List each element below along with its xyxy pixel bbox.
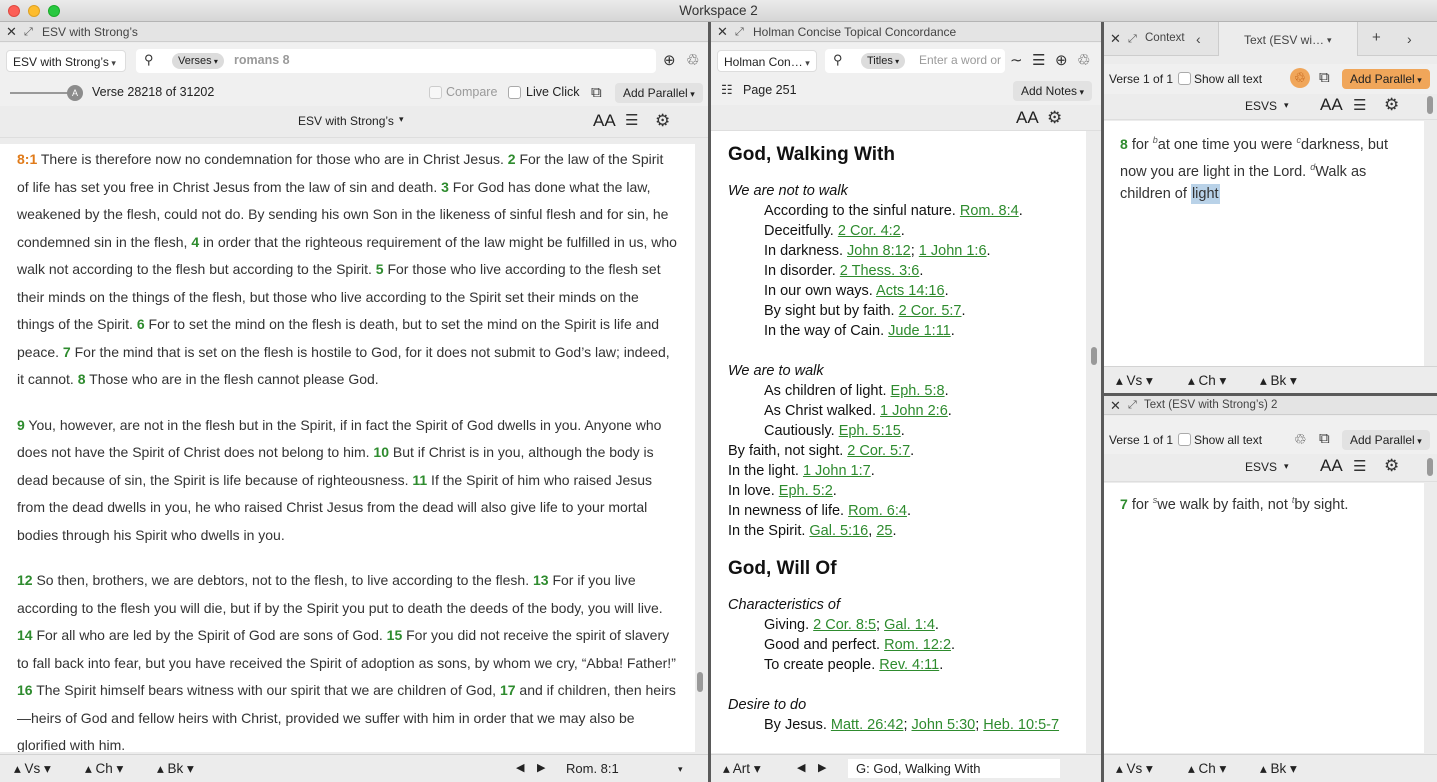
spacer: [728, 341, 1069, 361]
verse-number[interactable]: 15: [382, 627, 403, 643]
verse-number[interactable]: 4: [187, 233, 200, 250]
copy-icon[interactable]: ⧉: [1319, 69, 1330, 86]
add-icon[interactable]: ⊕: [663, 52, 676, 69]
version-selector[interactable]: ESVS: [1245, 460, 1278, 474]
resource-header: [0, 106, 708, 138]
add-notes-button[interactable]: Add Notes ▾: [1013, 81, 1092, 101]
add-parallel-button[interactable]: Add Parallel ▾: [1342, 430, 1430, 450]
ref-link[interactable]: Eph. 5:15: [838, 423, 901, 439]
copy-icon[interactable]: ⧉: [591, 84, 602, 101]
show-all-label: Show all text: [1194, 72, 1263, 86]
panel-title: ESV with Strong’s: [42, 25, 138, 39]
list-icon[interactable]: ☰: [1353, 97, 1367, 114]
gear-icon[interactable]: ⚙: [655, 111, 671, 130]
vs-label: Vs: [24, 761, 41, 776]
verse-status: Verse 1 of 1: [1109, 433, 1174, 447]
prev-arrow-icon[interactable]: ◀: [516, 762, 525, 774]
text-panel-2-toolbar: [1104, 416, 1437, 454]
list-icon[interactable]: ☰: [625, 112, 639, 129]
scripture-text: [0, 144, 695, 752]
list-icon[interactable]: ☰: [1353, 458, 1367, 475]
fullscreen-icon[interactable]: ⤢: [1128, 33, 1137, 45]
add-parallel-button[interactable]: Add Parallel ▾: [615, 83, 703, 103]
window-titlebar: [0, 0, 1437, 22]
fullscreen-icon[interactable]: ⤢: [735, 26, 744, 38]
verse-text: For the mind that is set on the flesh is hostile to God, for it does not submit to God’s law; indeed, it cannot.: [17, 343, 670, 387]
resource-selector[interactable]: ESV with Strong’s ▾: [6, 50, 126, 72]
verse-number[interactable]: 5: [371, 261, 384, 277]
entry: Good and perfect. Rom. 12:2.: [764, 637, 956, 653]
chevron-down-icon: ▾: [399, 114, 404, 124]
toc-icon[interactable]: ☷: [721, 82, 733, 97]
prev-arrow-icon[interactable]: ◀: [797, 762, 806, 774]
esv-nav-bar: [0, 754, 708, 782]
show-all-label: Show all text: [1194, 433, 1263, 447]
text-panel-2-nav-bar: [1104, 754, 1437, 782]
verse-text: But if Christ is in you, although the body is dead because of sin, the Spirit is life because of righteousness.: [17, 444, 654, 488]
search-icon[interactable]: ⚲: [144, 52, 154, 67]
book-nav[interactable]: ▴ Bk ▾: [157, 761, 194, 776]
resource-header: [711, 105, 1101, 131]
font-size-icon[interactable]: AA: [1016, 108, 1039, 127]
resource-header-title[interactable]: ESV with Strong’s: [298, 114, 394, 128]
art-label: Art: [732, 761, 751, 776]
close-icon[interactable]: ✕: [6, 24, 17, 39]
verse-text: For God has done what the law, weakened by the flesh, could not do. By sending his own Son in the likeness of sinful flesh and for sin, he condemned sin in the flesh,: [17, 178, 669, 250]
ref-link[interactable]: 2 Cor. 5:7: [898, 303, 962, 319]
version-selector[interactable]: ESVS: [1245, 99, 1278, 113]
verse-number[interactable]: 8:1: [17, 151, 38, 167]
gear-icon[interactable]: ⚙: [1384, 456, 1400, 475]
scrollbar[interactable]: [1427, 96, 1433, 114]
compare-label: Compare: [446, 85, 498, 99]
resource-header: [1104, 94, 1437, 120]
ref-link[interactable]: Acts 14:16: [876, 283, 945, 299]
concordance-panel: [711, 22, 1101, 782]
search-bar: [825, 49, 1005, 73]
verse-number[interactable]: 6: [132, 316, 145, 332]
window-title: Workspace 2: [679, 3, 758, 18]
ref-link[interactable]: 2 Thess. 3:6: [839, 263, 920, 279]
ref-link[interactable]: Rom. 6:4: [848, 503, 907, 519]
new-tab-icon[interactable]: +: [1372, 29, 1381, 46]
ref-link[interactable]: Matt. 26:42: [830, 717, 904, 733]
section-label: Desire to do: [728, 697, 807, 713]
verse-number[interactable]: 17: [496, 682, 516, 698]
entry: By Jesus. Matt. 26:42; John 5:30; Heb. 10:5-7: [764, 717, 1060, 733]
chapter-nav[interactable]: ▴ Ch ▾: [85, 761, 124, 776]
live-click-checkbox[interactable]: [508, 86, 521, 99]
panel-title: Holman Concise Topical Concordance: [753, 25, 957, 39]
topic-heading: God, Will Of: [728, 558, 837, 579]
verse-text: in order that the righteous requirement of the law might be fulfilled in us, who walk not according to the flesh but according to the Spirit.: [17, 233, 677, 277]
entry: In the Spirit. Gal. 5:16, 25.: [728, 523, 897, 539]
entry: In darkness. John 8:12; 1 John 1:6.: [764, 243, 991, 259]
concordance-nav-bar: [711, 754, 1101, 782]
ch-label: Ch: [1198, 373, 1216, 388]
fullscreen-icon[interactable]: ⤢: [24, 26, 33, 38]
ch-label: Ch: [95, 761, 113, 776]
paragraph-1: [17, 146, 678, 394]
sync-icon[interactable]: ♲: [1290, 68, 1310, 88]
verse-text: You, however, are not in the flesh but in the Spirit, if in fact the Spirit of God dwells in you. Anyone who does not have the Spirit of Christ does not belong to him.: [17, 416, 662, 460]
show-all-checkbox[interactable]: [1178, 433, 1191, 446]
font-size-icon[interactable]: AA: [593, 111, 616, 130]
section-label: Characteristics of: [728, 597, 841, 613]
esv-panel: [0, 22, 708, 782]
live-click-label: Live Click: [526, 85, 580, 99]
context-toolbar: [1104, 64, 1437, 94]
next-arrow-icon[interactable]: ▶: [818, 762, 827, 774]
ref-link[interactable]: 1 John 1:7: [802, 463, 871, 479]
ref-link[interactable]: Gal. 5:16: [809, 523, 869, 539]
context-tab-strip: [1104, 22, 1437, 56]
search-input[interactable]: Enter a word or: [919, 53, 1002, 67]
search-mode-pill[interactable]: Verses ▾: [172, 53, 224, 69]
verse-text: For if you live according to the flesh you will die, but if by the Spirit you put to death the deeds of the body, you will live.: [17, 572, 663, 616]
page-number: Page 251: [743, 83, 797, 97]
topic-heading: God, Walking With: [728, 144, 895, 165]
spacer: [728, 675, 1069, 695]
paragraph-3: [17, 567, 678, 752]
verse-nav[interactable]: ▴ Vs ▾: [14, 761, 51, 776]
vs-label: Vs: [1126, 761, 1143, 776]
compare-checkbox[interactable]: [429, 86, 442, 99]
verse-text: The Spirit himself bears witness with our spirit that we are children of God,: [32, 682, 497, 698]
verse-number[interactable]: 13: [529, 572, 549, 588]
verse-number[interactable]: 8: [73, 371, 86, 387]
add-icon[interactable]: ⊕: [1055, 52, 1068, 69]
close-icon[interactable]: ✕: [1110, 31, 1121, 46]
ref-link[interactable]: Jude 1:11: [888, 323, 951, 339]
scrollbar[interactable]: [697, 672, 703, 692]
ref-link[interactable]: 2 Cor. 8:5: [813, 617, 877, 633]
article-reference-field[interactable]: G: God, Walking With: [848, 759, 1060, 778]
verse-text: If the Spirit of him who raised Jesus from the dead dwells in you, he who raised Christ Jesus from the dead will also give life to your mortal bodies through his Spirit who dwells in you.: [17, 471, 653, 543]
close-icon[interactable]: ✕: [1110, 398, 1121, 413]
list-icon[interactable]: ☰: [1032, 52, 1046, 69]
verse-number[interactable]: 3: [437, 178, 449, 195]
entry: Cautiously. Eph. 5:15.: [764, 423, 905, 439]
entry: In the light. 1 John 1:7.: [728, 463, 875, 479]
verse-text: For those who live according to the flesh set their minds on the things of the flesh, but those who live according to the Spirit set their minds on the things of the Spirit.: [17, 261, 661, 332]
entry: As Christ walked. 1 John 2:6.: [764, 403, 952, 419]
context-panel: [1104, 22, 1437, 393]
concordance-tab[interactable]: [711, 22, 1101, 42]
close-window-icon[interactable]: [8, 5, 20, 17]
ref-link[interactable]: 1 John 2:6: [880, 403, 948, 419]
entry: Giving. 2 Cor. 8:5; Gal. 1:4.: [764, 617, 939, 633]
ref-link[interactable]: Heb. 10:5-7: [983, 717, 1060, 733]
verse-number[interactable]: 2: [503, 151, 516, 167]
entry: By sight but by faith. 2 Cor. 5:7.: [764, 303, 966, 319]
reference-field[interactable]: Rom. 8:1: [566, 761, 619, 776]
entry: In disorder. 2 Thess. 3:6.: [764, 263, 924, 279]
verse-text: There is therefore now no condemnation for those who are in Christ Jesus.: [37, 151, 504, 167]
gear-icon[interactable]: ⚙: [1384, 95, 1400, 114]
sync-icon[interactable]: ♲: [1294, 431, 1307, 447]
verse-number[interactable]: 10: [369, 444, 390, 460]
ch-label: Ch: [1198, 761, 1216, 776]
book-nav[interactable]: ▴ Bk ▾: [1260, 373, 1297, 388]
entry: In our own ways. Acts 14:16.: [764, 283, 949, 299]
ref-link[interactable]: John 5:30: [911, 717, 976, 733]
article-nav[interactable]: ▴ Art ▾: [723, 761, 761, 776]
verse-number[interactable]: 9: [17, 416, 25, 433]
verse-text: Those who are in the flesh cannot please God.: [85, 371, 379, 387]
verse-number[interactable]: 11: [408, 471, 428, 488]
sync-icon[interactable]: ♲: [1077, 52, 1091, 69]
verse-text: For you did not receive the spirit of slavery to fall back into fear, but you have received the Spirit of adoption as sons, by whom we cry, “Abba! Father!”: [17, 627, 676, 671]
minimize-window-icon[interactable]: [28, 5, 40, 17]
ref-link[interactable]: Gal. 1:4: [884, 617, 935, 633]
search-input[interactable]: romans 8: [234, 53, 290, 67]
vs-label: Vs: [1126, 373, 1143, 388]
verse-number[interactable]: 14: [17, 627, 33, 643]
gear-icon[interactable]: ⚙: [1047, 108, 1063, 127]
show-all-checkbox[interactable]: [1178, 72, 1191, 85]
ref-link[interactable]: Eph. 5:8: [890, 383, 945, 399]
search-icon[interactable]: ⚲: [833, 52, 843, 67]
bk-label: Bk: [1270, 761, 1287, 776]
close-icon[interactable]: ✕: [717, 24, 728, 39]
text-panel-2-content: 7 for $^s$we walk by faith, not $^t$by sight.: [1104, 483, 1424, 753]
verse-nav[interactable]: ▴ Vs ▾: [1116, 373, 1153, 388]
entry: Deceitfully. 2 Cor. 4:2.: [764, 223, 905, 239]
ref-link[interactable]: Rom. 8:4: [959, 203, 1019, 219]
text-tab-title[interactable]: Text (ESV wi…: [1244, 33, 1325, 47]
chevron-right-icon[interactable]: ›: [1407, 31, 1412, 47]
verse-number: 8: [1120, 135, 1128, 152]
chevron-down-icon[interactable]: ▾: [678, 764, 683, 774]
scrollbar[interactable]: [1091, 347, 1097, 365]
entry: In newness of life. Rom. 6:4.: [728, 503, 911, 519]
verse-number: 7: [1120, 495, 1128, 512]
paragraph-2: [17, 412, 678, 550]
ref-link[interactable]: Rom. 12:2: [884, 637, 952, 653]
slider-thumb[interactable]: A: [67, 85, 83, 101]
text-panel-2: [1104, 396, 1437, 782]
resource-header: [1104, 454, 1437, 482]
search-bar: [136, 49, 656, 73]
chevron-down-icon: ▾: [1327, 35, 1332, 45]
context-text: 8 for $^b$at one time you were $^c$darkness, but now you are light in the Lord. $^d$Walk as children of light: [1104, 121, 1424, 366]
font-size-icon[interactable]: AA: [1320, 95, 1343, 114]
context-tab[interactable]: Context: [1145, 32, 1185, 44]
ref-link[interactable]: 2 Cor. 5:7: [847, 443, 911, 459]
entry: As children of light. Eph. 5:8.: [764, 383, 949, 399]
chevron-left-icon[interactable]: ‹: [1196, 31, 1201, 47]
section-label: We are not to walk: [728, 183, 848, 199]
font-size-icon[interactable]: AA: [1320, 456, 1343, 475]
entry: In love. Eph. 5:2.: [728, 483, 837, 499]
next-arrow-icon[interactable]: ▶: [537, 762, 546, 774]
ref-link[interactable]: 2 Cor. 4:2: [837, 223, 901, 239]
fullscreen-icon[interactable]: ⤢: [1128, 399, 1137, 411]
ref-link[interactable]: 1 John 1:6: [918, 243, 987, 259]
highlighted-word[interactable]: light: [1191, 185, 1219, 202]
wave-icon[interactable]: ∼: [1010, 52, 1023, 69]
entry: In the way of Cain. Jude 1:11.: [764, 323, 955, 339]
chapter-nav[interactable]: ▴ Ch ▾: [1188, 761, 1227, 776]
panel-title: Text (ESV with Strong’s) 2: [1144, 399, 1278, 411]
section-label: We are to walk: [728, 363, 824, 379]
verse-status: Verse 28218 of 31202: [92, 85, 215, 99]
chevron-down-icon: ▾: [1284, 100, 1289, 110]
verse-number[interactable]: 12: [17, 572, 33, 588]
add-parallel-button[interactable]: Add Parallel ▾: [1342, 69, 1430, 89]
resource-selector[interactable]: Holman Con… ▾: [717, 50, 817, 72]
zoom-window-icon[interactable]: [48, 5, 60, 17]
concordance-toolbar: [711, 43, 1101, 105]
bk-label: Bk: [167, 761, 184, 776]
chapter-nav[interactable]: ▴ Ch ▾: [1188, 373, 1227, 388]
verse-text: For to set the mind on the flesh is death, but to set the mind on the Spirit is life and peace.: [17, 316, 660, 360]
ref-link[interactable]: Rev. 4:11: [879, 657, 940, 673]
entry: According to the sinful nature. Rom. 8:4.: [764, 203, 1023, 219]
verse-text: and if children, then heirs—heirs of God and fellow heirs with Christ, provided we suffer with him in order that we may also be glorified with him.: [17, 682, 676, 752]
verse-text: For all who are led by the Spirit of God are sons of God.: [32, 627, 383, 643]
scrollbar[interactable]: [1427, 458, 1433, 476]
text-panel-2-tab[interactable]: [1104, 396, 1437, 415]
chevron-down-icon: ▾: [1284, 461, 1289, 471]
ref-link[interactable]: 25: [876, 523, 893, 539]
esv-panel-tab[interactable]: [0, 22, 708, 42]
ref-link[interactable]: John 8:12: [847, 243, 911, 259]
entry: By faith, not sight. 2 Cor. 5:7.: [728, 443, 915, 459]
verse-status: Verse 1 of 1: [1109, 72, 1174, 86]
context-nav-bar: [1104, 366, 1437, 393]
sync-icon[interactable]: ♲: [686, 52, 700, 69]
verse-text: So then, brothers, we are debtors, not to the flesh, to live according to the flesh.: [32, 572, 530, 588]
verse-number[interactable]: 7: [59, 343, 71, 360]
ref-link[interactable]: Eph. 5:2: [778, 483, 833, 499]
verse-number[interactable]: 16: [17, 682, 33, 698]
copy-icon[interactable]: ⧉: [1319, 430, 1330, 447]
concordance-text: [711, 131, 1086, 753]
book-nav[interactable]: ▴ Bk ▾: [1260, 761, 1297, 776]
entry: To create people. Rev. 4:11.: [764, 657, 944, 673]
verse-text: For the law of the Spirit of life has set you free in Christ Jesus from the law of sin and death.: [17, 151, 664, 195]
verse-nav[interactable]: ▴ Vs ▾: [1116, 761, 1153, 776]
bk-label: Bk: [1270, 373, 1287, 388]
search-mode-pill[interactable]: Titles ▾: [861, 53, 905, 69]
